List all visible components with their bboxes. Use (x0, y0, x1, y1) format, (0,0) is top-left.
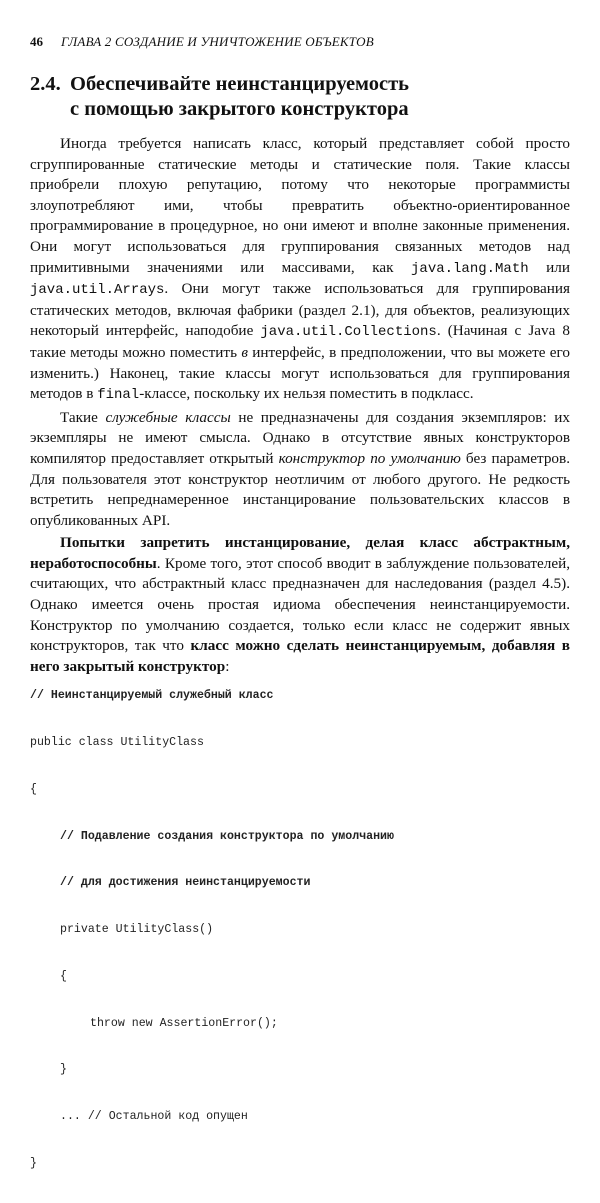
inline-code: final (97, 387, 140, 404)
text-run: интерфейс, в предположении, что вы можете его изменить.) Наконец, такие классы могут использоваться для группирования методов в (30, 343, 570, 403)
chapter-title: ГЛАВА 2 СОЗДАНИЕ И УНИЧТОЖЕНИЕ ОБЪЕКТОВ (61, 34, 374, 49)
text-run: . Они могут также использоваться для группирования статических методов, включая фабрики (раздел 2.1), для объектов, реализующих некоторый интерфейс, наподобие (30, 280, 570, 340)
bold-text: класс можно сделать неинстанцируемым, добавляя в него закрытый конструктор (30, 637, 571, 675)
inline-code: java.lang.Math (411, 260, 529, 277)
code-line: // Неинстанцируемый служебный класс (30, 689, 274, 703)
paragraph (30, 134, 570, 406)
paragraph (30, 533, 570, 677)
code-line: throw new AssertionError(); (90, 1016, 278, 1030)
text-run: или (528, 258, 570, 276)
inline-code: java.util.Collections (260, 324, 437, 341)
code-line: // для достижения неинстанцируемости (60, 876, 311, 890)
text-run: Иногда требуется написать класс, который представляет собой просто сгруппированные статические методы и статические поля. Такие классы приобрели плохую репутацию, потому что некоторые программисты злоупотребляют ими, чтобы превратить объектно-ориентированное программирование в процедурное, но они имеют и вполне законные применения. Они могут использоваться для группирования связанных методов над примитивными значениями или массивами, как (30, 135, 570, 276)
code-line: private UtilityClass() (60, 923, 214, 937)
text-run: без параметров. Для пользователя этот конструктор неотличим от любого другого. Не редкость встретить непреднамеренное инстанцирование пользовательских классов в опубликованных API. (30, 449, 570, 529)
code-line: // Подавление создания конструктора по умолчанию (60, 829, 394, 843)
section-title-line1: Обеспечивайте неинстанцируемость (70, 73, 410, 95)
text-run: : (225, 657, 230, 675)
section-title-line2: с помощью закрытого конструктора (70, 98, 409, 120)
emphasis: служебные классы (105, 408, 231, 426)
emphasis: конструктор по умолчанию (278, 449, 461, 467)
text-run: не предназначены для создания экземпляров: их экземпляры не имеют смысла. Однако в отсутствие явных конструкторов компилятор предоставляет открытый (30, 408, 570, 467)
text-run: . Кроме того, этот способ вводит в заблуждение пользователей, считающих, что абстрактный класс предназначен для наследования (раздел 4.5). Однако имеется очень простая идиома обеспечения неинстанцируемости. Конструктор по умолчанию создается, только если класс не содержит явных конструкторов, так что (30, 554, 570, 655)
emphasis: в (241, 343, 248, 361)
section-number: 2.4. (30, 73, 61, 95)
text-run: . (Начиная с Java 8 такие методы можно поместить (30, 322, 571, 361)
running-head (30, 34, 570, 50)
code-line: } (60, 1063, 67, 1077)
body-text (30, 134, 570, 679)
bold-text: Попытки запретить инстанцирование, делая класс абстрактным, неработоспособны (30, 534, 570, 572)
text-run: -классе, поскольку их нельзя поместить в подкласс. (139, 385, 474, 403)
code-line: ... // Остальной код опущен (60, 1110, 248, 1124)
text-run: Такие (60, 408, 106, 426)
page-number: 46 (30, 34, 43, 49)
code-line: { (60, 969, 67, 983)
paragraph (30, 408, 570, 532)
code-line: { (30, 782, 37, 796)
code-listing (30, 657, 570, 1203)
section-heading (30, 72, 570, 122)
code-line: public class UtilityClass (30, 735, 204, 749)
inline-code: java.util.Arrays (30, 282, 165, 299)
code-line: } (30, 1157, 37, 1170)
